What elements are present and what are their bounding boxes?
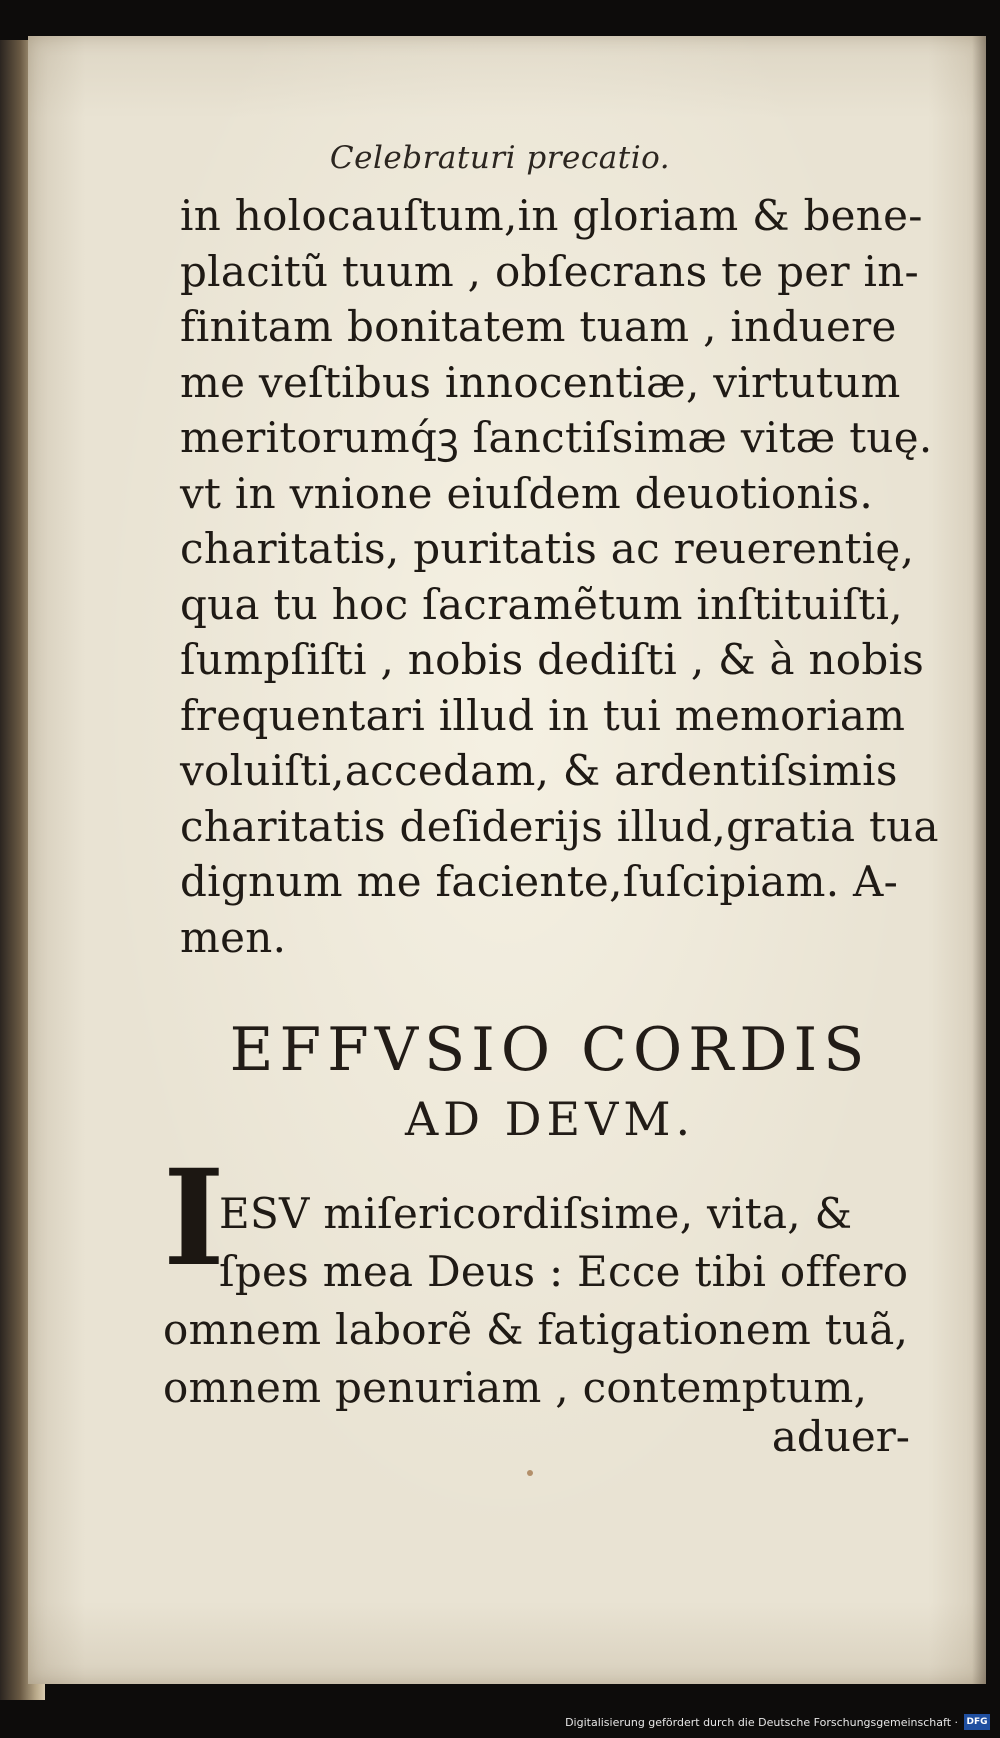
- running-head: Celebraturi precatio.: [329, 140, 671, 176]
- text-line: vt in vnione eiuſdem deuotionis.: [180, 468, 874, 518]
- section-subheading: AD DEVM.: [404, 1092, 696, 1146]
- text-line: meritorumq́ꝫ ſanctiſsimæ vitæ tuę.: [180, 413, 933, 462]
- text-line: voluiſti,accedam, & ardentiſsimis: [180, 746, 898, 795]
- prayer-continuation: [180, 188, 939, 965]
- text-line: me veſtibus innocentiæ, virtutum: [180, 357, 901, 407]
- text-line: men.: [180, 912, 287, 962]
- digitization-credit: Digitalisierung gefördert durch die Deutsche Forschungsgemeinschaft ·: [565, 1716, 958, 1729]
- drop-cap-initial: I: [163, 1141, 225, 1296]
- ink-smudge: [527, 1470, 533, 1476]
- page-fold-shadow: [972, 36, 986, 1684]
- text-line: ESV miſericordiſsime, vita, &: [219, 1189, 853, 1238]
- text-line: in holocauſtum,in gloriam & bene-: [180, 191, 923, 240]
- prayer-two-text: [163, 1185, 923, 1417]
- dfg-logo: DFG: [964, 1714, 990, 1730]
- text-line: omnem laborẽ & fatigationem tuã,: [163, 1305, 909, 1354]
- text-line: placitũ tuum , obſecrans te per in-: [180, 246, 920, 296]
- text-line: qua tu hoc ſacramẽtum inſtituiſti,: [180, 579, 903, 629]
- text-line: charitatis, puritatis ac reuerentię,: [180, 524, 915, 573]
- text-line: ſpes mea Deus : Ecce tibi offero: [219, 1247, 909, 1296]
- text-line: charitatis deſiderijs illud,gratia tua: [180, 801, 939, 851]
- text-line: dignum me faciente,ſuſcipiam. A-: [180, 857, 899, 906]
- section-heading: EFFVSIO CORDIS: [229, 1015, 871, 1085]
- text-line: omnem penuriam , contemptum,: [163, 1363, 868, 1412]
- catchword: aduer-: [771, 1412, 910, 1461]
- text-line: finitam bonitatem tuam , induere: [180, 302, 897, 351]
- text-line: ſumpſiſti , nobis dediſti , & à nobis: [180, 635, 925, 684]
- text-line: frequentari illud in tui memoriam: [180, 690, 906, 740]
